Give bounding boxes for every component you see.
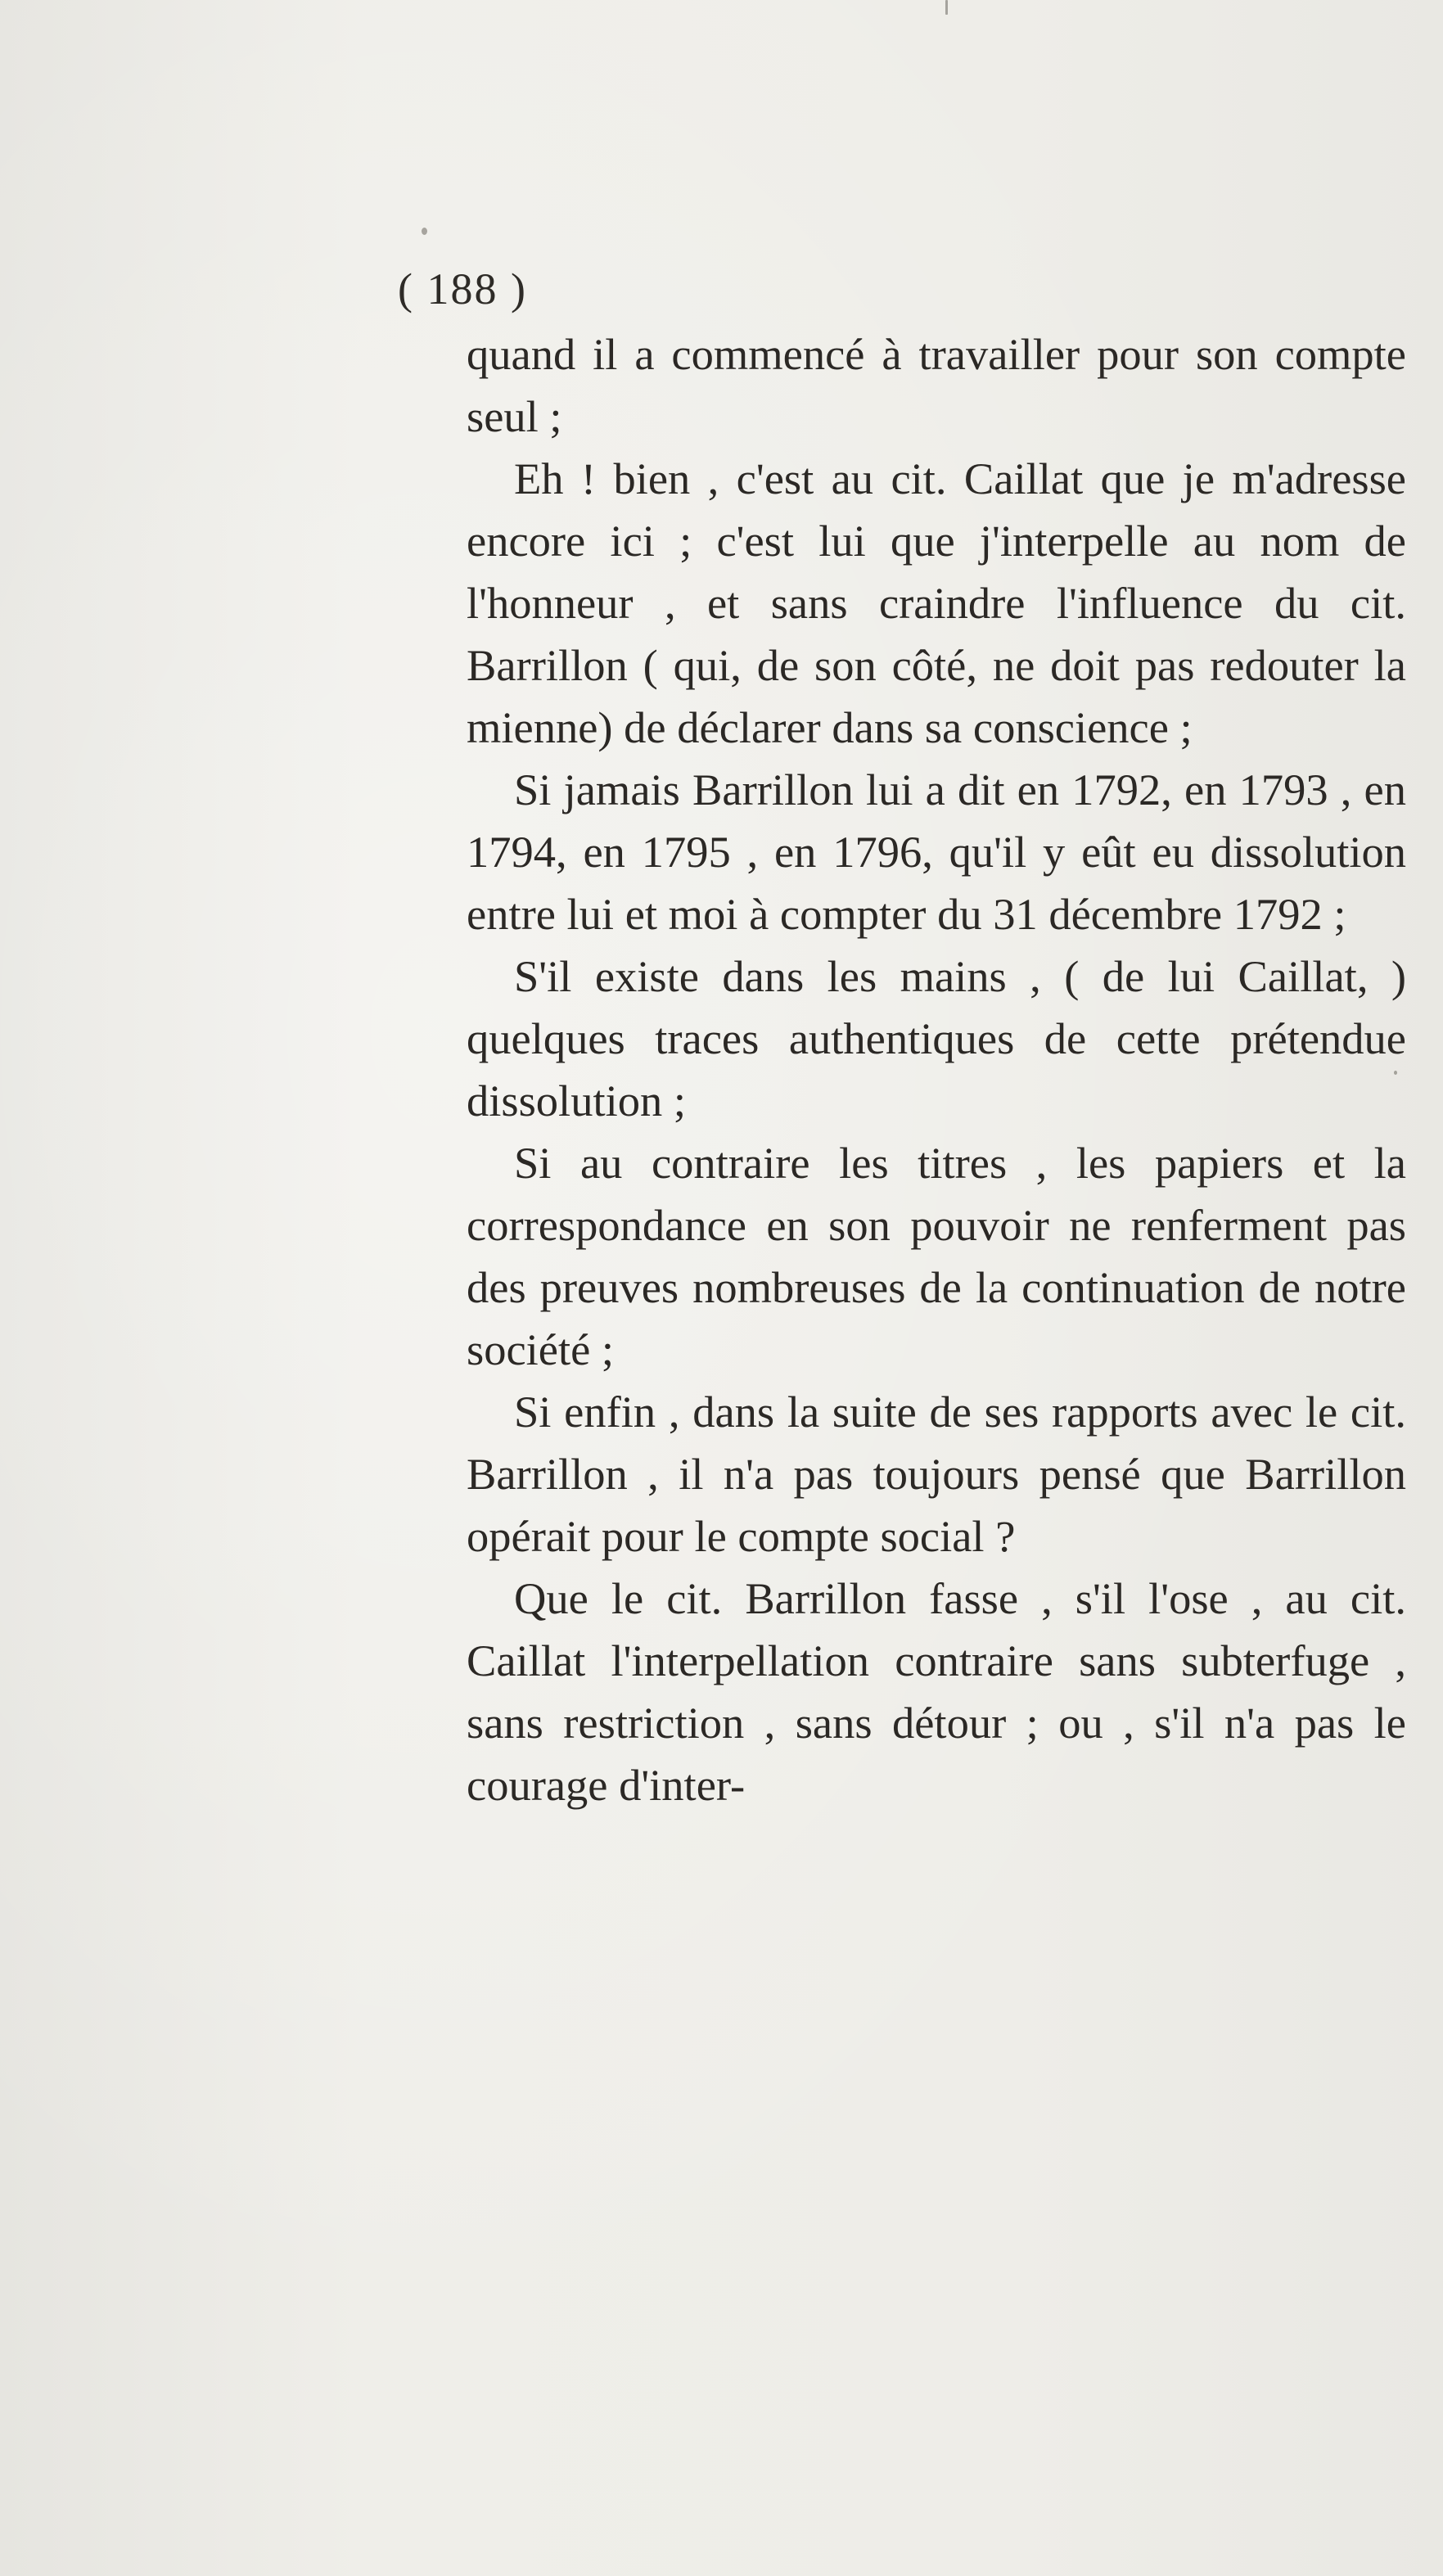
paragraph: quand il a commencé à travailler pour son compte seul ; — [467, 329, 1406, 441]
paragraph: Que le cit. Barrillon fasse , s'il l'ose , au cit. Caillat l'interpellation contraire sans subterfuge , sans restriction , sans détour ; ou , s'il n'a pas le courage d'inter- — [467, 1573, 1406, 1810]
body-text — [467, 323, 1406, 1816]
paragraph: S'il existe dans les mains , ( de lui Caillat, ) quelques traces authentiques de cette prétendue dissolution ; — [467, 951, 1406, 1126]
page-number: ( 188 ) — [398, 264, 527, 314]
paragraph: Si au contraire les titres , les papiers et la correspondance en son pouvoir ne renferment pas des preuves nombreuses de la continuation de notre société ; — [467, 1138, 1406, 1374]
ink-speck — [945, 0, 948, 15]
paragraph: Si enfin , dans la suite de ses rapports avec le cit. Barrillon , il n'a pas toujours pensé que Barrillon opérait pour le compte social ? — [467, 1387, 1406, 1561]
paragraph: Si jamais Barrillon lui a dit en 1792, en 1793 , en 1794, en 1795 , en 1796, qu'il y eût eu dissolution entre lui et moi à compter du 31 décembre 1792 ; — [467, 765, 1406, 939]
ink-speck — [422, 228, 427, 235]
paragraph: Eh ! bien , c'est au cit. Caillat que je m'adresse encore ici ; c'est lui que j'interpelle au nom de l'honneur , et sans craindre l'influence du cit. Barrillon ( qui, de son côté, ne doit pas redouter la mienne) de déclarer dans sa conscience ; — [467, 453, 1406, 752]
